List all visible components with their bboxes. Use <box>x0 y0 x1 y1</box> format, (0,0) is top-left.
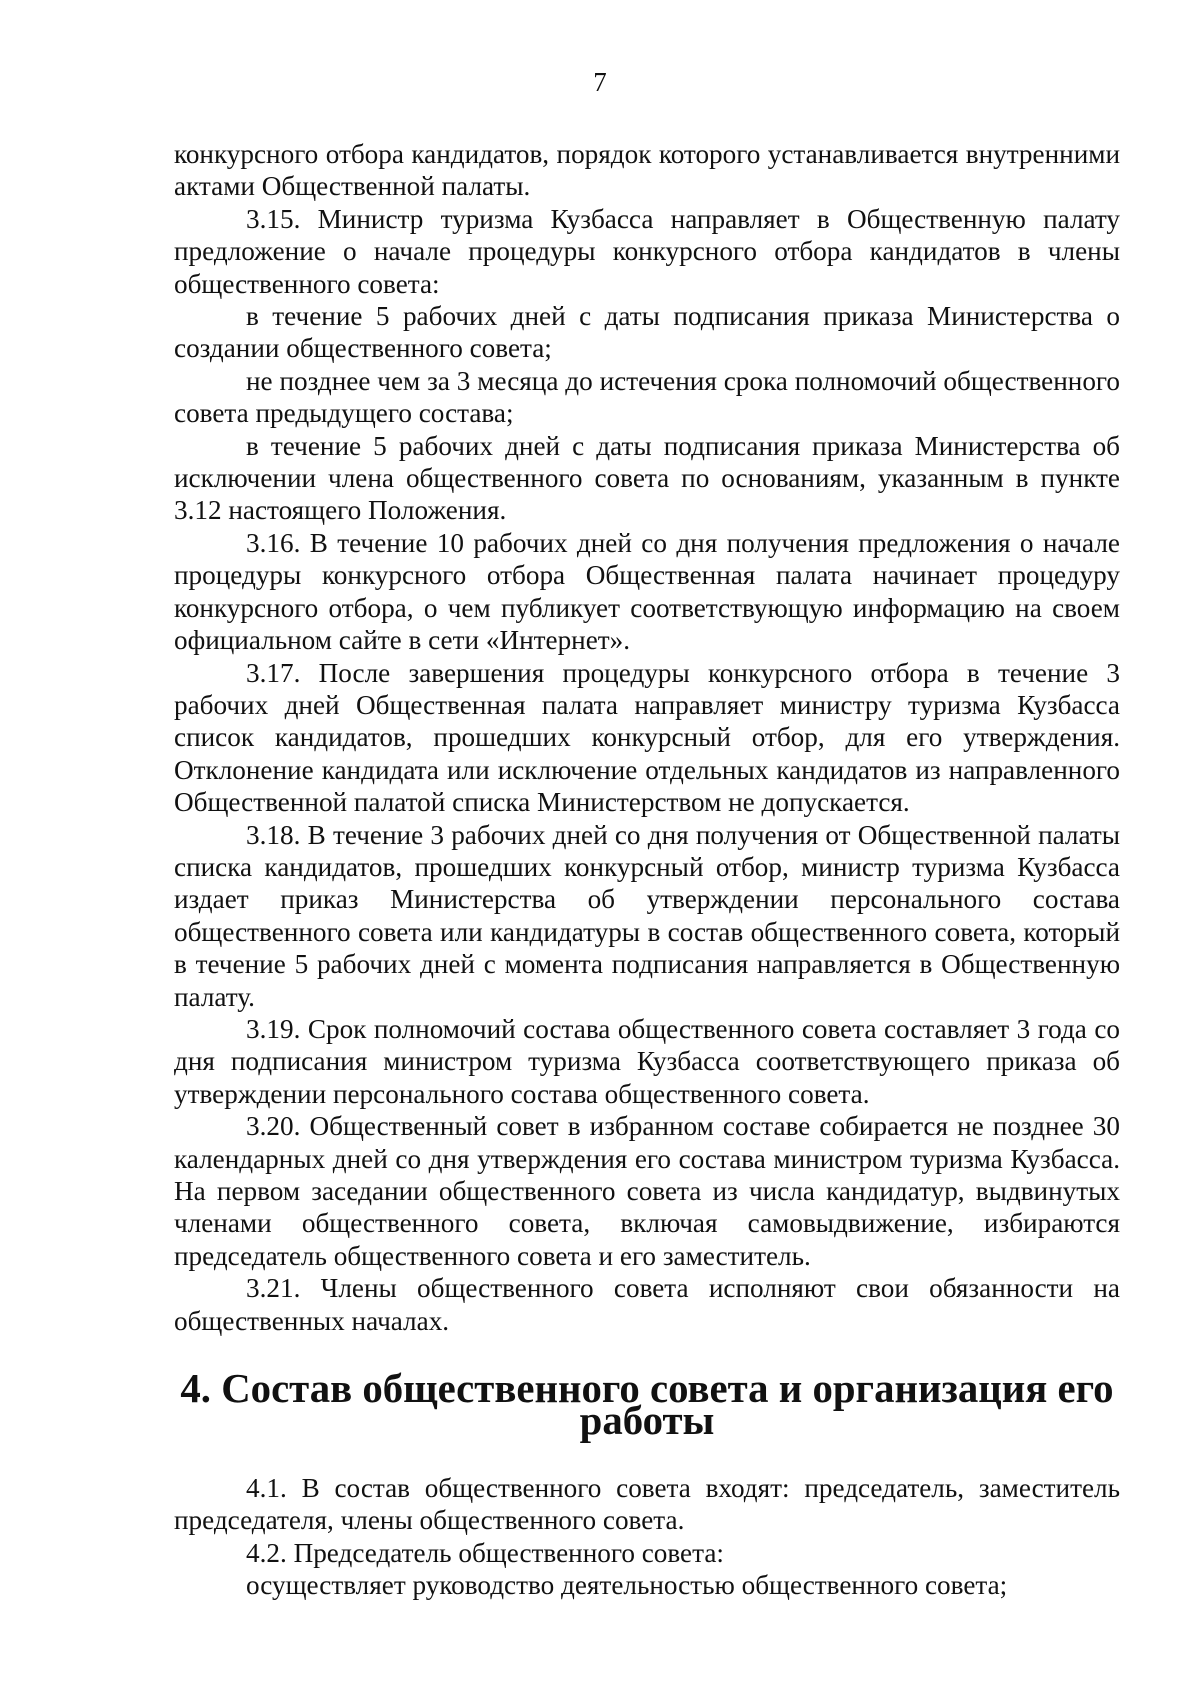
paragraph-3-14-continuation: конкурсного отбора кандидатов, порядок которого устанавливается внутренними актами Общественной палаты. <box>174 139 1120 202</box>
page-number: 7 <box>593 67 607 97</box>
paragraph-4-2-item-1: осуществляет руководство деятельностью общественного совета; <box>246 1570 1008 1601</box>
paragraph-3-15: 3.15. Министр туризма Кузбасса направляет в Общественную палату предложение о начале процедуры конкурсного отбора кандидатов в члены общественного совета: <box>174 203 1120 299</box>
paragraph-3-15-item-3: в течение 5 рабочих дней с даты подписания приказа Министерства об исключении члена общественного совета по основаниям, указанным в пункте 3.12 настоящего Положения. <box>174 430 1120 526</box>
paragraph-4-1: 4.1. В состав общественного совета входят: председатель, заместитель председателя, члены общественного совета. <box>174 1472 1120 1536</box>
paragraph-3-21: 3.21. Члены общественного совета исполняют свои обязанности на общественных началах. <box>174 1273 1120 1336</box>
section-4-heading: 4. Состав общественного совета и организация его работы <box>180 1366 1114 1444</box>
paragraph-3-18: 3.18. В течение 3 рабочих дней со дня получения от Общественной палаты списка кандидатов, прошедших конкурсный отбор, министр туризма Кузбасса издает приказ Министерства об утверждении персонального состава общественного совета или кандидатуры в состав общественного совета, который в течение 5 рабочих дней с момента подписания направляется в Общественную палату. <box>174 819 1120 1012</box>
paragraph-3-16: 3.16. В течение 10 рабочих дней со дня получения предложения о начале процедуры конкурсного отбора Общественная палата начинает процедуру конкурсного отбора, о чем публикует соответствующую информацию на своем официальном сайте в сети «Интернет». <box>174 527 1120 656</box>
document-body <box>174 138 1120 1601</box>
paragraph-3-19: 3.19. Срок полномочий состава общественного совета составляет 3 года со дня подписания министром туризма Кузбасса соответствующего приказа об утверждении персонального состава общественного совета. <box>174 1013 1120 1109</box>
paragraph-4-2: 4.2. Председатель общественного совета: <box>246 1537 724 1568</box>
paragraph-3-20: 3.20. Общественный совет в избранном составе собирается не позднее 30 календарных дней со дня утверждения его состава министром туризма Кузбасса. На первом заседании общественного совета из числа кандидатур, выдвинутых членами общественного совета, включая самовыдвижение, избираются председатель общественного совета и его заместитель. <box>174 1111 1120 1271</box>
paragraph-3-15-item-1: в течение 5 рабочих дней с даты подписания приказа Министерства о создании общественного совета; <box>174 301 1120 364</box>
paragraph-3-17: 3.17. После завершения процедуры конкурсного отбора в течение 3 рабочих дней Общественная палата направляет министру туризма Кузбасса список кандидатов, прошедших конкурсный отбор, для его утверждения. Отклонение кандидата или исключение отдельных кандидатов из направленного Общественной палатой списка Министерством не допускается. <box>174 657 1120 818</box>
paragraph-3-15-item-2: не позднее чем за 3 месяца до истечения срока полномочий общественного совета предыдущего состава; <box>174 365 1120 429</box>
